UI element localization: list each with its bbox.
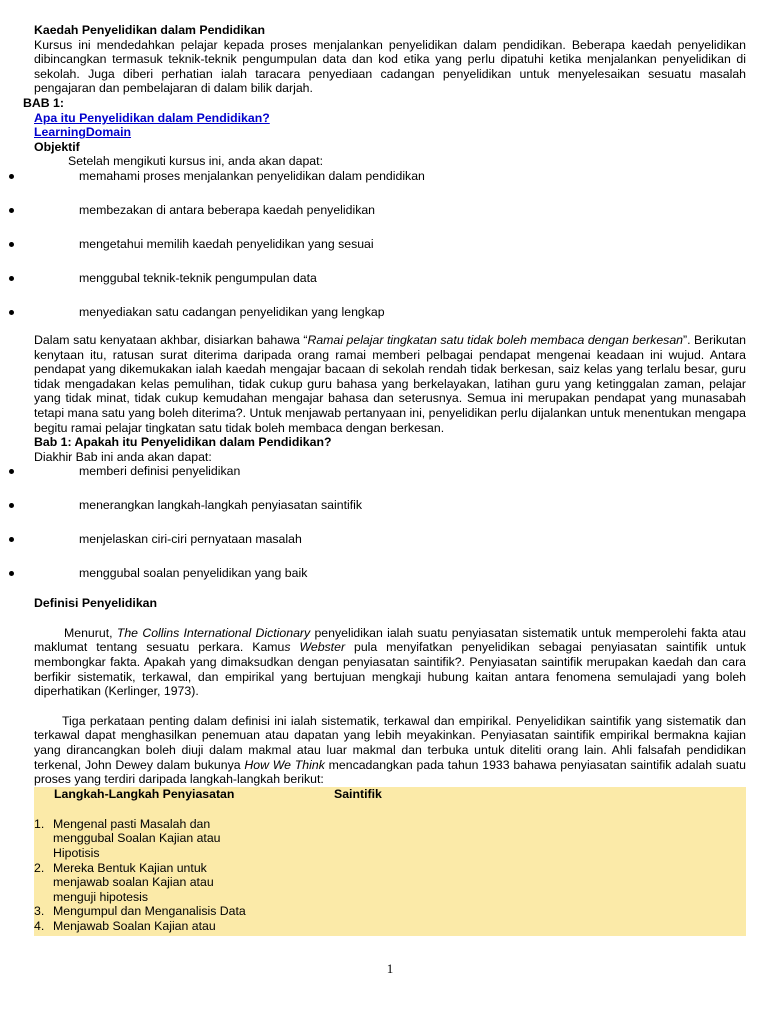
bab1-label: BAB 1: [23,95,64,110]
step-line: Mengenal pasti Masalah dan [53,816,211,831]
bullet-icon [9,503,14,508]
step-line: menggubal Soalan Kajian atau [53,831,221,846]
objektif-lead: Setelah mengikuti kursus ini, anda akan dapat: [68,154,323,169]
bullet-icon [9,276,14,281]
step-line: menguji hipotesis [53,889,149,904]
bullet-icon [9,242,14,247]
list-item [34,498,746,532]
list-item [34,169,746,203]
link-apa-itu-penyelidikan[interactable]: Apa itu Penyelidikan dalam Pendidikan? [34,110,270,125]
list-item [34,237,746,271]
text-run: penyelidikan ialah suatu penyiasatan sistematik untuk memperolehi fakta atau maklumat tentang sesuatu perkara. Kamu [34,625,746,655]
text-run: ”. Berikutan kenytaan itu, ratusan surat diterima daripada orang ramai memberi pelbagai pendapat mengenai keadaan ini wujud. Antara pendapat yang dikemukakan ialah kaedah mengajar bacaan di sekolah rendah tidak berkesan, saiz kelas yang terlalu besar, guru tidak mengadakan kelas pemulihan, tidak cukup guru bahasa yang berkelayakan, latihan guru yang ketinggalan zaman, pelajar yang tidak minat, tidak cukup kemudahan mengajar bahasa dan seterusnya. Semua ini merupakan pendapat yang munasabah tetapi mana satu yang boleh diterima?. Untuk menjawab pertanyaan ini, penyelidikan perlu dijalankan untuk menentukan mengapa begitu ramai pelajar tingkatan satu tidak boleh membaca dengan berkesan. [34,332,746,435]
kenyataan-paragraph [34,333,746,435]
step-number: 1. [34,816,45,831]
step-number: 2. [34,860,45,875]
definisi-paragraph-2 [34,714,746,787]
bullet-icon [9,174,14,179]
bab-objectives-list [34,464,746,596]
list-item-text: menggubal soalan penyelidikan yang baik [79,566,308,581]
text-run: Dalam satu kenyataan akhbar, disiarkan bahawa “ [34,332,308,347]
list-item [34,566,746,596]
list-item-text: menjelaskan ciri-ciri pernyataan masalah [79,532,302,547]
quote-text: Ramai pelajar tingkatan satu tidak boleh membaca dengan berkesan [307,332,683,347]
bullet-icon [9,310,14,315]
list-item-text: membezakan di antara beberapa kaedah penyelidikan [79,202,376,217]
bab1-apakah-lead: Diakhir Bab ini anda akan dapat: [34,449,212,464]
list-item-text: memahami proses menjalankan penyelidikan dalam pendidikan [79,168,425,183]
definisi-paragraph-1 [34,626,746,699]
step-number: 4. [34,918,45,933]
document-title: Kaedah Penyelidikan dalam Pendidikan [34,23,265,37]
list-item [34,464,746,498]
list-item [34,532,746,566]
step-number: 3. [34,904,45,919]
table-row [34,904,334,919]
italic-title: s Webster [284,640,346,655]
list-item [34,203,746,237]
bullet-icon [9,208,14,213]
bab1-apakah-heading: Bab 1: Apakah itu Penyelidikan dalam Pendidikan? [34,435,332,450]
document-content [23,23,746,936]
list-item-text: menggubal teknik-teknik pengumpulan data [79,270,317,285]
list-item [34,305,746,333]
steps-list [34,817,334,934]
step-line: menjawab soalan Kajian atau [53,875,214,890]
bullet-icon [9,571,14,576]
list-item-text: mengetahui memilih kaedah penyelidikan yang sesuai [79,236,374,251]
text-run: pula menyifatkan penyelidikan sebagai penyiasatan saintifik untuk membongkar fakta. Apakah yang dimaksudkan dengan penyiasatan saintifik?. Penyiasatan saintifik merupakan kaedah dan cara berfikir sistematik, terkawal, dan empirikal yang bertujuan mengkaji hubung kaitan antara fenomena semulajadi yang boleh diperhatikan (Kerlinger, 1973). [34,640,746,699]
intro-paragraph: Kursus ini mendedahkan pelajar kepada proses menjalankan penyelidikan dalam pendidikan. Beberapa kaedah penyelidikan dibincangkan termasuk teknik-teknik pengumpulan data dan kod etika yang perlu dipatuhi ketika menjalankan penyelidikan di sekolah. Juga diberi perhatian ialah taracara penyediaan cadangan penyelidikan untuk menyelesaikan sesuatu masalah pengajaran dan pembelajaran di dalam bilik darjah. [34,37,746,96]
objektif-heading: Objektif [34,139,80,154]
bullet-icon [9,469,14,474]
step-line: Mengumpul dan Menganalisis Data [53,904,246,919]
table-header-langkah: Langkah-Langkah Penyiasatan [54,786,235,801]
langkah-table [34,787,746,936]
italic-title: How We Think [244,757,325,772]
table-row [34,919,334,934]
text-run: Menurut, [64,625,117,640]
bullet-icon [9,537,14,542]
text-run: mencadangkan pada tahun 1933 bahawa penyiasatan saintifik adalah suatu proses yang terdiri daripada langkah-langkah berikut: [34,757,746,787]
table-header-saintifik: Saintifik [334,786,382,801]
step-line: Mereka Bentuk Kajian untuk [53,860,207,875]
list-item [34,271,746,305]
step-line: Menjawab Soalan Kajian atau [53,918,216,933]
list-item-text: memberi definisi penyelidikan [79,464,241,479]
list-item-text: menyediakan satu cadangan penyelidikan yang lengkap [79,304,385,319]
link-learning-domain[interactable]: LearningDomain [34,125,132,140]
objektif-list [34,169,746,333]
text-run: Tiga perkataan penting dalam definisi ini ialah sistematik, terkawal dan empirikal. Penyelidikan saintifik yang sistematik dan terkawal dapat menghasilkan penemuan atau dapatan yang lebih meyakinkan. Penyiasatan saintifik empirikal bermakna kajian yang dirancangkan boleh diuji dalam makmal atau luar makmal dan terbuka untuk diteliti orang lain. Ahli falsafah pendidikan terkenal, John Dewey dalam bukunya [34,713,746,772]
table-row [34,817,334,861]
table-row [34,861,334,905]
page-number: 1 [386,961,394,976]
list-item-text: menerangkan langkah-langkah penyiasatan saintifik [79,498,363,513]
definisi-heading: Definisi Penyelidikan [34,596,158,611]
step-line: Hipotisis [53,846,100,860]
italic-title: The Collins International Dictionary [116,625,311,640]
